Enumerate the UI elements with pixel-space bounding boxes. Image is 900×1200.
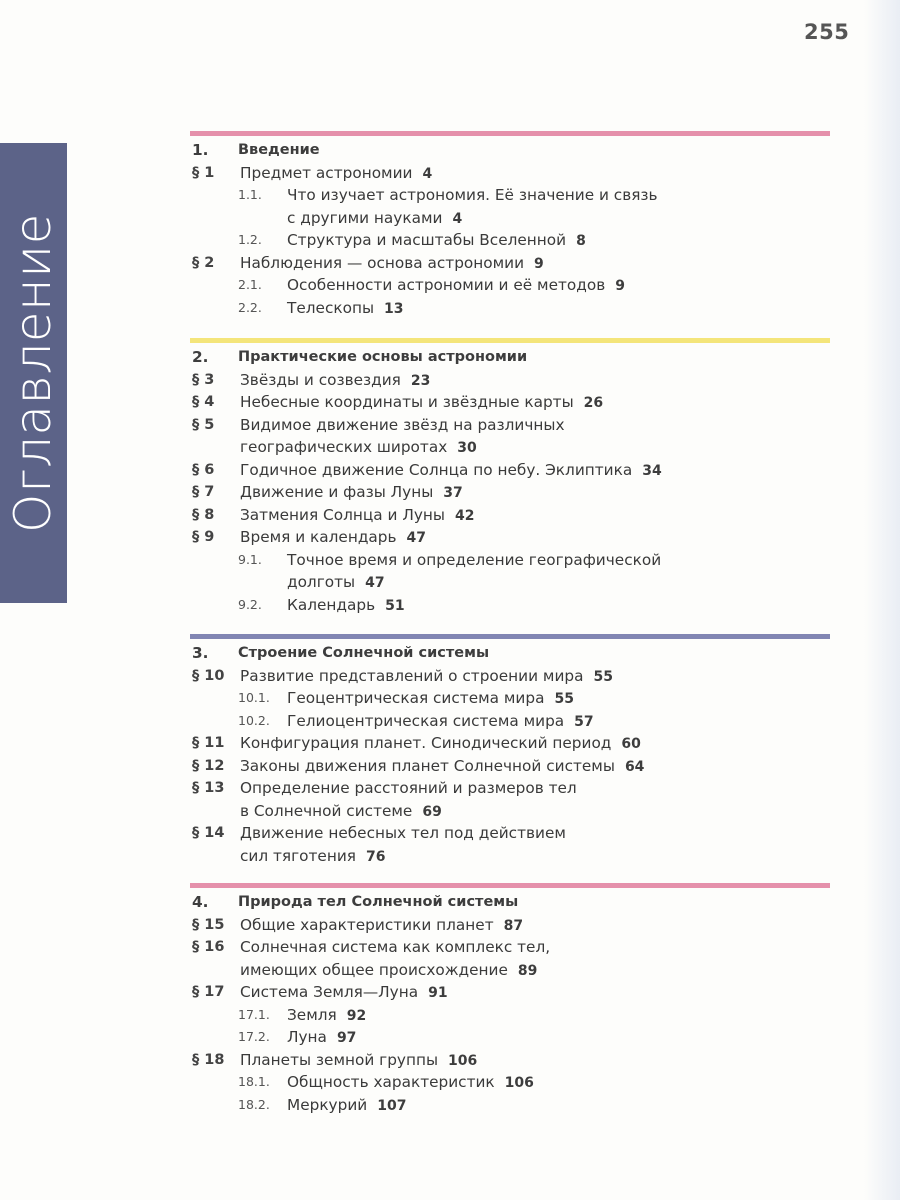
paragraph-entry[interactable] [190, 459, 830, 481]
entry-title: Наблюдения — основа астрономии 9 [240, 253, 544, 272]
page-edge-shade [864, 0, 900, 1200]
chapter-title: Строение Солнечной системы [238, 645, 490, 661]
paragraph-number: § 12 [192, 757, 225, 774]
subsection-entry[interactable] [190, 1004, 830, 1026]
paragraph-number: § 11 [192, 735, 225, 751]
chapter-number: 4. [192, 893, 209, 911]
page-ref: 107 [377, 1097, 407, 1114]
entry-title: Меркурий 107 [287, 1095, 407, 1114]
paragraph-number: § 13 [192, 780, 225, 796]
page-ref: 106 [448, 1052, 478, 1069]
entry-title: Движение небесных тел под действием [240, 824, 566, 842]
section-divider-bar [190, 634, 830, 639]
paragraph-entry[interactable] [190, 1049, 830, 1071]
paragraph-entry[interactable] [190, 665, 830, 687]
paragraph-entry[interactable] [190, 162, 830, 184]
page-ref: 42 [454, 507, 475, 524]
entry-title: Затмения Солнца и Луны 42 [240, 505, 475, 524]
subsection-entry[interactable] [190, 229, 830, 251]
paragraph-entry[interactable] [190, 252, 830, 274]
subsection-entry[interactable] [190, 571, 830, 593]
paragraph-entry[interactable] [190, 436, 830, 458]
paragraph-number: § 17 [192, 984, 225, 1000]
paragraph-number: § 9 [192, 529, 215, 545]
subsection-entry[interactable] [190, 1094, 830, 1116]
chapter-number: 1. [192, 141, 209, 159]
entry-title: Планеты земной группы 106 [240, 1050, 478, 1069]
entry-title: Система Земля—Луна 91 [240, 983, 448, 1001]
section-divider-bar [190, 883, 830, 888]
subsection-number: 17.1. [238, 1006, 270, 1022]
subsection-entry[interactable] [190, 594, 830, 616]
page-ref: 106 [504, 1075, 534, 1091]
chapter-heading [190, 891, 830, 913]
paragraph-entry[interactable] [190, 414, 830, 436]
entry-title: Развитие представлений о строении мира 55 [240, 666, 613, 685]
page-ref: 47 [406, 530, 426, 546]
chapter-title: Практические основы астрономии [238, 349, 528, 365]
entry-title: Что изучает астрономия. Её значение и связь [287, 186, 658, 204]
entry-title: Точное время и определение географической [287, 550, 662, 569]
entry-title: с другими науками 4 [287, 208, 463, 227]
entry-title: Общие характеристики планет 87 [240, 915, 524, 934]
paragraph-entry[interactable] [190, 845, 830, 867]
paragraph-entry[interactable] [190, 391, 830, 413]
page-ref: 69 [422, 803, 442, 820]
entry-title: Общность характеристик 106 [287, 1073, 534, 1091]
paragraph-entry[interactable] [190, 369, 830, 391]
page-ref: 51 [385, 597, 405, 614]
entry-title: долготы 47 [287, 573, 385, 591]
entry-title: имеющих общее происхождение 89 [240, 960, 538, 979]
entry-title: Гелиоцентрическая система мира 57 [287, 711, 594, 730]
entry-title: Телескопы 13 [287, 298, 404, 317]
chapter-title: Введение [238, 142, 320, 158]
entry-title: Движение и фазы Луны 37 [240, 483, 463, 501]
chapter-number: 3. [192, 644, 209, 662]
entry-title: Годичное движение Солнца по небу. Эклиптика 34 [240, 460, 662, 479]
paragraph-number: § 18 [192, 1051, 225, 1068]
page-ref: 55 [593, 668, 613, 685]
paragraph-number: § 10 [192, 667, 225, 684]
page-ref: 8 [576, 233, 586, 249]
entry-title: Время и календарь 47 [240, 528, 426, 546]
paragraph-number: § 2 [192, 254, 215, 271]
paragraph-entry[interactable] [190, 504, 830, 526]
page-ref: 13 [384, 300, 404, 317]
chapter-title: Природа тел Солнечной системы [238, 894, 519, 910]
paragraph-entry[interactable] [190, 755, 830, 777]
side-tab [0, 143, 67, 603]
page-ref: 92 [346, 1007, 367, 1024]
page-ref: 23 [410, 372, 431, 389]
chapter-number: 2. [192, 348, 209, 366]
entry-title: Конфигурация планет. Синодический период 60 [240, 734, 641, 752]
paragraph-entry[interactable] [190, 800, 830, 822]
section-divider-bar [190, 338, 830, 343]
subsection-number: 9.1. [238, 551, 262, 567]
page-ref: 57 [574, 713, 594, 730]
page-ref: 97 [336, 1030, 357, 1046]
subsection-entry[interactable] [190, 1026, 830, 1048]
subsection-entry[interactable] [190, 549, 830, 571]
entry-title: в Солнечной системе 69 [240, 801, 442, 820]
page-ref: 9 [534, 255, 544, 272]
paragraph-entry[interactable] [190, 777, 830, 799]
entry-title: Видимое движение звёзд на различных [240, 415, 565, 434]
subsection-entry[interactable] [190, 710, 830, 732]
paragraph-number: § 1 [192, 164, 215, 181]
entry-title: Определение расстояний и размеров тел [240, 779, 577, 797]
subsection-number: 10.1. [238, 690, 270, 705]
page-ref: 89 [517, 962, 538, 979]
entry-title: географических широтах 30 [240, 438, 477, 456]
page-number: 255 [804, 20, 850, 44]
page-ref: 4 [452, 210, 463, 227]
entry-title: Геоцентрическая система мира 55 [287, 689, 574, 707]
subsection-number: 9.2. [238, 596, 262, 612]
chapter-heading [190, 642, 830, 664]
subsection-number: 1.1. [238, 187, 262, 202]
paragraph-number: § 8 [192, 506, 215, 523]
entry-title: Луна 97 [287, 1028, 357, 1046]
paragraph-number: § 4 [192, 394, 215, 410]
subsection-entry[interactable] [190, 274, 830, 296]
page-ref: 34 [642, 462, 662, 479]
chapter-heading [190, 346, 830, 368]
subsection-entry[interactable] [190, 297, 830, 319]
side-title: Оглавление [4, 213, 62, 533]
entry-title: Небесные координаты и звёздные карты 26 [240, 393, 604, 411]
paragraph-number: § 3 [192, 371, 215, 388]
page-ref: 37 [443, 485, 463, 501]
page-ref: 76 [365, 848, 386, 865]
subsection-number: 10.2. [238, 712, 270, 728]
page-ref: 91 [428, 985, 448, 1001]
paragraph-entry[interactable] [190, 936, 830, 958]
page-ref: 87 [503, 917, 524, 934]
page-ref: 30 [457, 440, 477, 456]
paragraph-number: § 16 [192, 939, 225, 955]
paragraph-number: § 14 [192, 825, 225, 841]
section-divider-bar [190, 131, 830, 136]
paragraph-number: § 15 [192, 916, 225, 933]
entry-title: сил тяготения 76 [240, 846, 386, 865]
chapter-heading [190, 139, 830, 161]
entry-title: Звёзды и созвездия 23 [240, 370, 431, 389]
paragraph-number: § 5 [192, 416, 215, 433]
entry-title: Предмет астрономии 4 [240, 163, 433, 182]
page-ref: 47 [365, 575, 385, 591]
subsection-entry[interactable] [190, 1071, 830, 1093]
subsection-entry[interactable] [190, 687, 830, 709]
subsection-number: 18.1. [238, 1074, 270, 1089]
paragraph-entry[interactable] [190, 981, 830, 1003]
entry-title: Особенности астрономии и её методов 9 [287, 276, 625, 294]
page-ref: 64 [624, 758, 645, 775]
paragraph-entry[interactable] [190, 959, 830, 981]
page-ref: 9 [615, 278, 625, 294]
page-ref: 4 [422, 165, 433, 182]
subsection-number: 18.2. [238, 1096, 270, 1112]
paragraph-entry[interactable] [190, 526, 830, 548]
subsection-number: 17.2. [238, 1029, 270, 1044]
paragraph-entry[interactable] [190, 914, 830, 936]
paragraph-number: § 7 [192, 484, 215, 500]
subsection-number: 2.2. [238, 299, 262, 315]
paragraph-number: § 6 [192, 461, 215, 478]
subsection-number: 2.1. [238, 277, 262, 292]
entry-title: Земля 92 [287, 1005, 367, 1024]
subsection-entry[interactable] [190, 207, 830, 229]
page-ref: 26 [583, 395, 604, 411]
subsection-number: 1.2. [238, 232, 262, 247]
entry-title: Законы движения планет Солнечной системы 64 [240, 756, 645, 775]
paragraph-entry[interactable] [190, 732, 830, 754]
entry-title: Солнечная система как комплекс тел, [240, 938, 551, 956]
subsection-entry[interactable] [190, 184, 830, 206]
paragraph-entry[interactable] [190, 822, 830, 844]
entry-title: Календарь 51 [287, 595, 405, 614]
page-ref: 60 [621, 736, 641, 752]
paragraph-entry[interactable] [190, 481, 830, 503]
entry-title: Структура и масштабы Вселенной 8 [287, 231, 586, 249]
page-ref: 55 [554, 691, 574, 707]
